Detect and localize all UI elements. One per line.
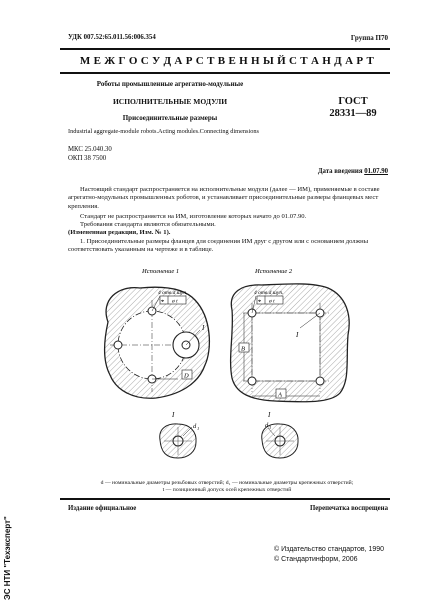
- paragraph-scope: Настоящий стандарт распространяется на исполнительные модули (далее — ИМ), применяемые в составе агрегатно-модульных промышленных роботов, и устанавливает присоединительные размеры фланцевых мест крепления.: [68, 186, 380, 210]
- v1-tolerance-value: ø t: [172, 298, 178, 305]
- v1-position-icon: ⌖: [161, 298, 165, 305]
- banner-rule: [60, 72, 390, 74]
- mks-code: МКС 25.040.30: [68, 146, 112, 153]
- copyright-1990: © Издательство стандартов, 1990: [274, 546, 385, 553]
- title-line2: ИСПОЛНИТЕЛЬНЫЕ МОДУЛИ: [112, 97, 228, 106]
- v1-hole-callout: 4 отв.d шуп.: [158, 290, 188, 296]
- top-rule: [60, 48, 390, 50]
- legend-line2: t — позиционный допуск осей крепежных отверстий: [162, 487, 292, 493]
- connecting-dimensions-drawing: [0, 262, 424, 480]
- detail-view-2: [262, 411, 298, 458]
- intro-date: [318, 168, 388, 175]
- paragraph-dimensions: 1. Присоединительные размеры фланцев для соединения ИМ друг с другом или с основанием должны соответствовать указанным на чертеже и в таблице.: [68, 238, 369, 254]
- english-title: Industrial aggregate-module robots.Acting modules.Connecting dimensions: [68, 128, 259, 135]
- detail-1-d-subscript: 1: [197, 426, 200, 431]
- footer-rule: [60, 498, 390, 500]
- variant-1-label: Исполнение 1: [142, 268, 180, 275]
- v2-dim-a: A: [278, 391, 282, 399]
- title-line3: Присоединительные размеры: [122, 114, 218, 122]
- detail-2-d-label: d: [265, 422, 269, 429]
- v2-dim-b: B: [241, 345, 245, 353]
- udk-code: УДК 007.52:65.011.56:006.354: [68, 34, 156, 41]
- edition-label: Издание официальное: [68, 505, 137, 512]
- copyright-2006: © Стандартинформ, 2006: [274, 556, 358, 563]
- detail-1-d-label: d: [193, 423, 197, 430]
- v1-dim-d: D: [184, 372, 189, 380]
- paragraph-exclusion: Стандарт не распространяется на ИМ, изготовление которых начато до 01.07.90.: [80, 213, 307, 220]
- gost-label: ГОСТ: [338, 96, 368, 107]
- paragraph-mandatory: Требования стандарта являются обязательными.: [80, 221, 216, 228]
- v1-detail-mark: I: [202, 324, 205, 332]
- detail-2-title: I: [268, 411, 271, 419]
- detail-2-d-subscript: 1: [269, 425, 272, 430]
- standard-banner: М Е Ж Г О С У Д А Р С Т В Е Н Н Ы Й С Т А Н Д А Р Т: [79, 55, 375, 67]
- reprint-notice: Перепечатка воспрещена: [310, 505, 388, 512]
- variant-2-label: Исполнение 2: [255, 268, 293, 275]
- variant-1-view: [105, 268, 210, 398]
- detail-view-1: [160, 411, 200, 458]
- detail-1-title: I: [172, 411, 175, 419]
- title-line1: Роботы промышленные агрегатно-модульные: [96, 80, 244, 88]
- paragraph-amendment: (Измененная редакция, Изм. № 1).: [68, 229, 171, 236]
- v2-hole-callout: 4 отв.d шуп.: [254, 290, 284, 296]
- v2-position-icon: ⌖: [258, 298, 262, 305]
- intro-date-label: Дата введения: [317, 168, 365, 175]
- legend-line1: d — номинальные диаметры резьбовых отверстий; d₁ — номинальные диаметры крепежных отверстий;: [100, 480, 354, 486]
- sidebar-watermark: ЭС НТИ "Техэксперт": [3, 516, 12, 600]
- variant-2-view: [231, 268, 350, 402]
- group-code: Группа П70: [350, 34, 388, 42]
- okp-code: ОКП 38 7500: [68, 155, 107, 162]
- v2-tolerance-value: ø t: [269, 298, 275, 305]
- gost-number: 28331—89: [329, 108, 377, 119]
- intro-date-value: 01.07.90: [364, 168, 388, 175]
- v2-detail-mark: I: [296, 331, 299, 339]
